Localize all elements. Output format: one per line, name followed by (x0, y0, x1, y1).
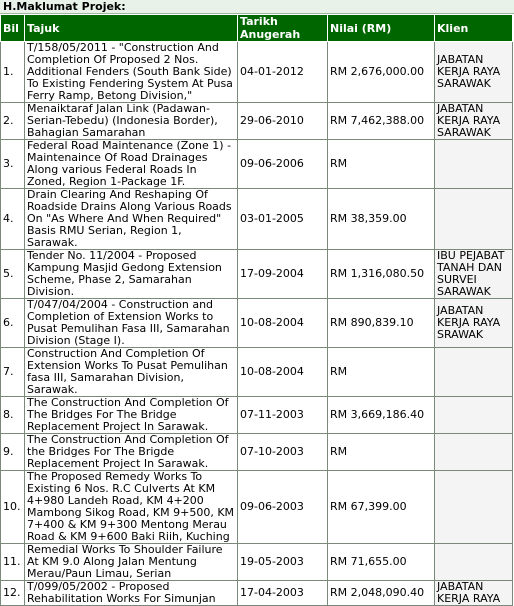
cell-klien (435, 544, 513, 581)
cell-tajuk: The Proposed Remedy Works To Existing 6 Nos. R.C Culverts At KM 4+980 Landeh Road, KM 4+200 Mambong Sikog Road, KM 9+500, KM 7+400 & KM 9+300 Mentong Merau Road & KM 9+600 Baki Riih, Kuching (25, 471, 238, 544)
table-row (1, 140, 513, 189)
table-row (1, 189, 513, 250)
table-row (1, 348, 513, 397)
header-tarikh: Tarikh Anugerah (238, 15, 328, 42)
cell-bil: 8. (1, 397, 25, 434)
cell-klien (435, 434, 513, 471)
table-row (1, 397, 513, 434)
cell-tarikh: 09-06-2003 (238, 471, 328, 544)
cell-tarikh: 07-11-2003 (238, 397, 328, 434)
cell-bil: 11. (1, 544, 25, 581)
table-row (1, 299, 513, 348)
cell-nilai: RM 890,839.10 (328, 299, 435, 348)
cell-bil: 3. (1, 140, 25, 189)
cell-tarikh: 29-06-2010 (238, 103, 328, 140)
cell-klien (435, 471, 513, 544)
cell-klien (435, 189, 513, 250)
cell-nilai: RM 3,669,186.40 (328, 397, 435, 434)
cell-tarikh: 19-05-2003 (238, 544, 328, 581)
cell-nilai: RM (328, 140, 435, 189)
table-row (1, 544, 513, 581)
cell-tajuk: Construction And Completion Of Extension Works To Pusat Pemulihan fasa III, Samarahan Division, Sarawak. (25, 348, 238, 397)
cell-nilai: RM 38,359.00 (328, 189, 435, 250)
table-row (1, 250, 513, 299)
cell-klien: JABATAN KERJA RAYA SARAWAK (435, 42, 513, 103)
cell-tajuk: Drain Clearing And Reshaping Of Roadside Drains Along Various Roads On "As Where And When Required" Basis RMU Serian, Region 1, Sarawak. (25, 189, 238, 250)
project-table (0, 14, 513, 606)
table-row (1, 103, 513, 140)
cell-tajuk: Tender No. 11/2004 - Proposed Kampung Masjid Gedong Extension Scheme, Phase 2, Samarahan Division. (25, 250, 238, 299)
cell-bil: 10. (1, 471, 25, 544)
cell-bil: 4. (1, 189, 25, 250)
cell-nilai: RM 71,655.00 (328, 544, 435, 581)
table-row (1, 434, 513, 471)
cell-bil: 1. (1, 42, 25, 103)
cell-bil: 5. (1, 250, 25, 299)
cell-klien: JABATAN KERJA RAYA SARAWAK (435, 103, 513, 140)
table-header-row (1, 15, 513, 42)
cell-klien (435, 140, 513, 189)
cell-klien: JABATAN KERJA RAYA (435, 581, 513, 606)
cell-bil: 6. (1, 299, 25, 348)
section-title: H.Maklumat Projek: (0, 0, 514, 14)
cell-tarikh: 04-01-2012 (238, 42, 328, 103)
header-nilai: Nilai (RM) (328, 15, 435, 42)
cell-klien: JABATAN KERJA RAYA SRAWAK (435, 299, 513, 348)
cell-nilai: RM 2,048,090.40 (328, 581, 435, 606)
table-row (1, 42, 513, 103)
cell-tarikh: 17-04-2003 (238, 581, 328, 606)
cell-nilai: RM 7,462,388.00 (328, 103, 435, 140)
cell-tarikh: 03-01-2005 (238, 189, 328, 250)
cell-tajuk: Federal Road Maintenance (Zone 1) - Maintenaince Of Road Drainages Along various Federal Roads In Zoned, Region 1-Package 1F. (25, 140, 238, 189)
cell-bil: 7. (1, 348, 25, 397)
cell-tajuk: T/158/05/2011 - "Construction And Completion Of Proposed 2 Nos. Additional Fenders (South Bank Side) To Existing Fendering System At Pusa Ferry Ramp, Betong Division," (25, 42, 238, 103)
cell-tajuk: Remedial Works To Shoulder Failure At KM 9.0 Along Jalan Mentung Merau/Paun Limau, Serian (25, 544, 238, 581)
cell-tarikh: 10-08-2004 (238, 348, 328, 397)
cell-nilai: RM (328, 434, 435, 471)
cell-nilai: RM (328, 348, 435, 397)
cell-tarikh: 07-10-2003 (238, 434, 328, 471)
cell-nilai: RM 1,316,080.50 (328, 250, 435, 299)
cell-tarikh: 10-08-2004 (238, 299, 328, 348)
cell-tarikh: 17-09-2004 (238, 250, 328, 299)
cell-klien: IBU PEJABAT TANAH DAN SURVEI SARAWAK (435, 250, 513, 299)
table-row (1, 581, 513, 606)
table-row (1, 471, 513, 544)
cell-bil: 9. (1, 434, 25, 471)
cell-tajuk: T/047/04/2004 - Construction and Completion of Extension Works to Pusat Pemulihan Fasa III, Samarahan Division (Stage I). (25, 299, 238, 348)
cell-tajuk: The Construction And Completion Of The Bridges For The Bridge Replacement Project In Sarawak. (25, 397, 238, 434)
cell-nilai: RM 2,676,000.00 (328, 42, 435, 103)
cell-bil: 2. (1, 103, 25, 140)
cell-tajuk: T/099/05/2002 - Proposed Rehabilitation Works For Simunjan (25, 581, 238, 606)
cell-klien (435, 397, 513, 434)
cell-klien (435, 348, 513, 397)
cell-bil: 12. (1, 581, 25, 606)
cell-tarikh: 09-06-2006 (238, 140, 328, 189)
cell-tajuk: Menaiktaraf Jalan Link (Padawan-Serian-Tebedu) (Indonesia Border), Bahagian Samarahan (25, 103, 238, 140)
cell-tajuk: The Construction And Completion Of the Bridges For The Brigde Replacement Project In Sarawak. (25, 434, 238, 471)
cell-nilai: RM 67,399.00 (328, 471, 435, 544)
header-bil: Bil (1, 15, 25, 42)
header-tajuk: Tajuk (25, 15, 238, 42)
header-klien: Klien (435, 15, 513, 42)
